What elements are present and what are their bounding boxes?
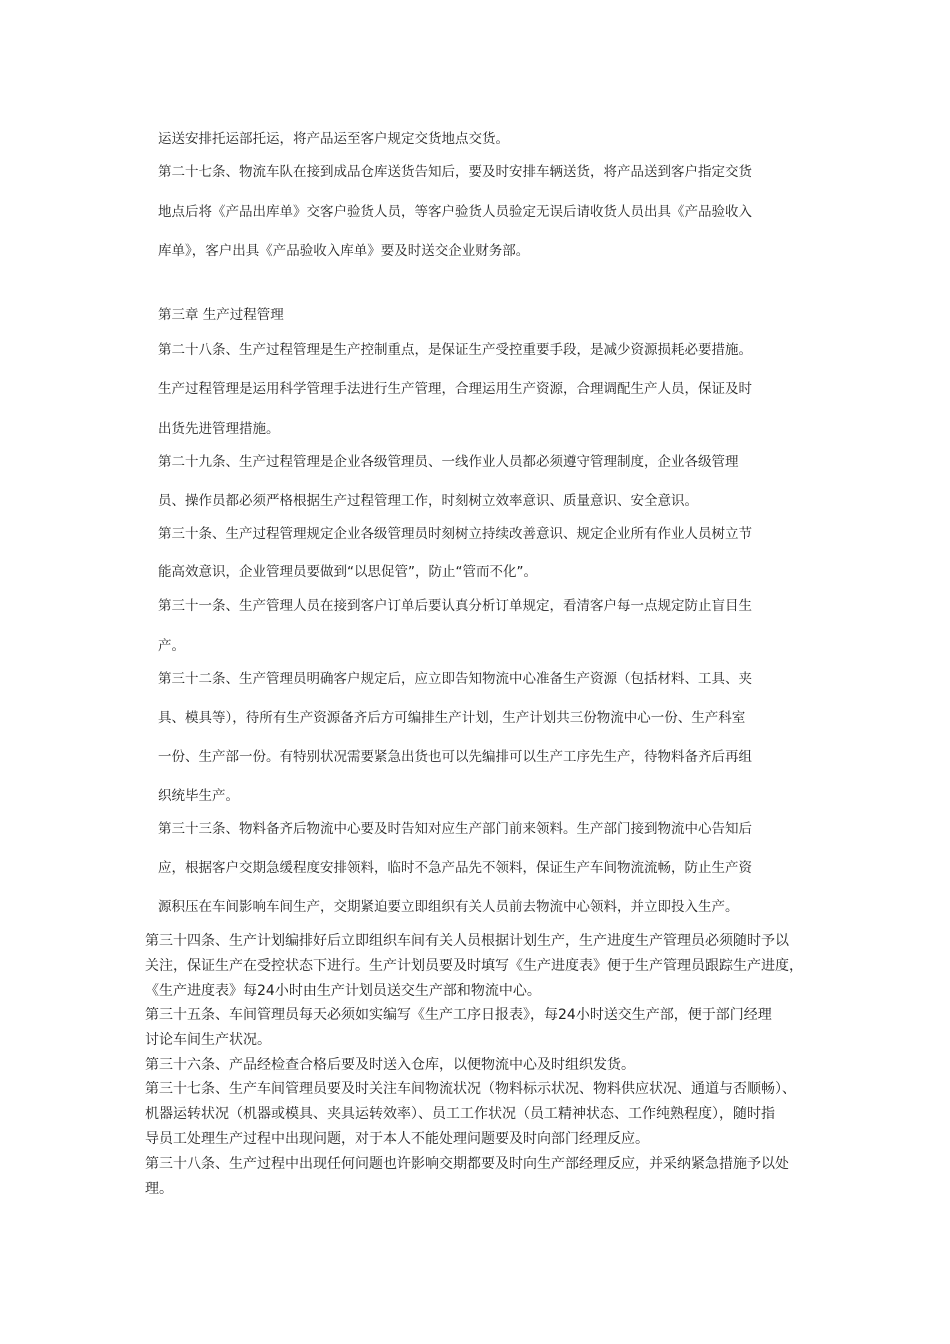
paragraph-line: 第三十五条、车间管理员每天必须如实编写《生产工序日报表》，每24小时送交生产部，便于部门经理	[145, 1007, 772, 1023]
paragraph-line: 第二十七条、物流车队在接到成品仓库送货告知后，要及时安排车辆送货，将产品送到客户指定交货	[158, 164, 752, 180]
paragraph-line: 第三十七条、生产车间管理员要及时关注车间物流状况（物料标示状况、物料供应状况、通道与否顺畅）、	[145, 1081, 796, 1097]
paragraph-line: 第三十条、生产过程管理规定企业各级管理员时刻树立持续改善意识、规定企业所有作业人员树立节	[158, 526, 752, 542]
paragraph-line: 第三十六条、产品经检查合格后要及时送入仓库，以便物流中心及时组织发货。	[145, 1057, 635, 1073]
paragraph-line: 员、操作员都必须严格根据生产过程管理工作，时刻树立效率意识、质量意识、安全意识。	[158, 493, 698, 509]
paragraph-line: 地点后将《产品出库单》交客户验货人员，等客户验货人员验定无误后请收货人员出具《产品验收入	[158, 204, 752, 220]
paragraph-line: 导员工处理生产过程中出现问题，对于本人不能处理问题要及时向部门经理反应。	[145, 1131, 649, 1147]
paragraph-line: 第三十八条、生产过程中出现任何问题也许影响交期都要及时向生产部经理反应，并采纳紧急措施予以处	[145, 1156, 789, 1172]
paragraph-line: 产。	[158, 638, 185, 654]
paragraph-line: 讨论车间生产状况。	[145, 1032, 271, 1048]
paragraph-line: 生产过程管理是运用科学管理手法进行生产管理，合理运用生产资源，合理调配生产人员，保证及时	[158, 381, 752, 397]
paragraph-line: 源积压在车间影响车间生产，交期紧迫要立即组织有关人员前去物流中心领料，并立即投入生产。	[158, 899, 739, 915]
paragraph-line: 库单》，客户出具《产品验收入库单》要及时送交企业财务部。	[158, 243, 530, 259]
paragraph-line: 具、模具等），待所有生产资源备齐后方可编排生产计划，生产计划共三份物流中心一份、生产科室	[158, 710, 746, 726]
paragraph-line: 关注，保证生产在受控状态下进行。生产计划员要及时填写《生产进度表》便于生产管理员跟踪生产进度，	[145, 958, 803, 974]
paragraph-line: 织统毕生产。	[158, 788, 239, 804]
paragraph-line: 出货先进管理措施。	[158, 421, 280, 437]
paragraph-line: 《生产进度表》每24小时由生产计划员送交生产部和物流中心。	[145, 983, 541, 999]
paragraph-line: 第二十九条、生产过程管理是企业各级管理员、一线作业人员都必须遵守管理制度，企业各级管理	[158, 454, 739, 470]
paragraph-line: 一份、生产部一份。有特别状况需要紧急出货也可以先编排可以生产工序先生产，待物料备齐后再组	[158, 749, 752, 765]
paragraph-line: 应，根据客户交期急缓程度安排领料，临时不急产品先不领料，保证生产车间物流流畅，防止生产资	[158, 860, 752, 876]
paragraph-line: 第三十一条、生产管理人员在接到客户订单后要认真分析订单规定，看清客户每一点规定防止盲目生	[158, 598, 752, 614]
paragraph-line: 第三十三条、物料备齐后物流中心要及时告知对应生产部门前来领料。生产部门接到物流中心告知后	[158, 821, 752, 837]
paragraph-line: 理。	[145, 1181, 173, 1197]
paragraph-line: 第三十二条、生产管理员明确客户规定后，应立即告知物流中心准备生产资源（包括材料、工具、夹	[158, 671, 752, 687]
paragraph-line: 第三十四条、生产计划编排好后立即组织车间有关人员根据计划生产，生产进度生产管理员必须随时予以	[145, 933, 789, 949]
paragraph-line: 第二十八条、生产过程管理是生产控制重点，是保证生产受控重要手段，是减少资源损耗必要措施。	[158, 342, 752, 358]
paragraph-line: 能高效意识，企业管理员要做到“以思促管”，防止“管而不化”。	[158, 564, 537, 580]
chapter-heading: 第三章 生产过程管理	[158, 307, 284, 323]
paragraph-line: 运送安排托运部托运，将产品运至客户规定交货地点交货。	[158, 131, 509, 147]
paragraph-line: 机器运转状况（机器或模具、夹具运转效率）、员工工作状况（员工精神状态、工作纯熟程度），随时指	[145, 1106, 775, 1122]
